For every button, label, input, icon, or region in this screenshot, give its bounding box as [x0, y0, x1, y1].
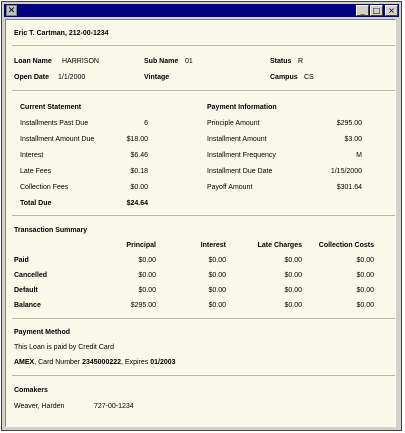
transaction-row-label: Cancelled	[14, 272, 48, 279]
maximize-icon[interactable]: □	[370, 5, 383, 16]
transaction-row-label: Paid	[14, 257, 29, 264]
statement-row-label: Interest	[20, 152, 44, 159]
customer-name: Eric T. Cartman, 212-00-1234	[14, 30, 109, 37]
payment-info-value: M	[356, 152, 362, 159]
transaction-cell: $0.00	[208, 257, 226, 264]
transaction-cell: $0.00	[208, 287, 226, 294]
status-label: Status	[270, 58, 292, 65]
app-window	[1, 1, 402, 431]
statement-row-value: $6.46	[130, 152, 148, 159]
campus-label: Campus	[270, 74, 298, 81]
card-details	[14, 359, 176, 366]
divider	[12, 45, 395, 46]
loan-name-value: HARRISON	[62, 58, 99, 65]
statement-row-label: Collection Fees	[20, 184, 69, 191]
loan-name-label: Loan Name	[14, 58, 52, 65]
transaction-cell: $0.00	[138, 257, 156, 264]
application-icon[interactable]: ✕	[7, 5, 16, 15]
comaker-ssn: 727-00-1234	[94, 403, 134, 410]
payment-info-value: $3.00	[344, 136, 362, 143]
column-header-interest: Interest	[200, 242, 226, 249]
payment-information-title: Payment Information	[207, 104, 277, 111]
statement-row-label: Installments Past Due	[20, 120, 89, 127]
minimize-icon[interactable]: _	[356, 5, 369, 16]
expires-label: , Expires	[121, 359, 151, 366]
payment-info-value: 1/15/2000	[330, 168, 362, 175]
vintage-label: Vintage	[144, 74, 170, 81]
statement-row-label: Late Fees	[20, 168, 52, 175]
current-statement-title: Current Statement	[20, 104, 82, 111]
transaction-cell: $0.00	[138, 272, 156, 279]
payment-method-title: Payment Method	[14, 329, 71, 336]
payment-info-label: Principle Amount	[207, 120, 260, 127]
divider	[12, 90, 395, 91]
close-icon[interactable]: ×	[385, 5, 398, 16]
card-number-label: , Card Number	[34, 359, 83, 366]
total-due-label: Total Due	[20, 200, 52, 207]
transaction-row-label: Balance	[14, 302, 41, 309]
column-header-late-charges: Late Charges	[257, 242, 302, 249]
payment-method-description: This Loan is paid by Credit Card	[14, 344, 114, 351]
card-type: AMEX	[14, 359, 35, 366]
payment-info-value: $301.64	[336, 184, 362, 191]
payment-info-label: Payoff Amount	[207, 184, 253, 191]
transaction-cell: $0.00	[208, 302, 226, 309]
statement-row-value: 6	[144, 120, 148, 127]
transaction-row-label: Default	[14, 287, 38, 294]
statement-row-label: Installment Amount Due	[20, 136, 95, 143]
payment-info-label: Installment Due Date	[207, 168, 273, 175]
open-date-value: 1/1/2000	[58, 74, 86, 81]
title-bar[interactable]	[4, 4, 399, 17]
transaction-summary-title: Transaction Summary	[14, 227, 88, 234]
payment-info-label: Installment Frequency	[207, 152, 276, 159]
column-header-collection-costs: Collection Costs	[318, 242, 374, 249]
sub-name-label: Sub Name	[144, 58, 179, 65]
statement-row-value: $18.00	[126, 136, 148, 143]
total-due-value: $24.64	[126, 200, 148, 207]
transaction-cell: $0.00	[356, 272, 374, 279]
divider	[12, 318, 395, 319]
divider	[12, 215, 395, 216]
statement-row-value: $0.00	[130, 184, 148, 191]
payment-info-value: $295.00	[336, 120, 362, 127]
transaction-cell: $0.00	[208, 272, 226, 279]
transaction-cell: $0.00	[138, 287, 156, 294]
status-value: R	[298, 58, 304, 65]
statement-row-value: $0.18	[130, 168, 148, 175]
open-date-label: Open Date	[14, 74, 50, 81]
divider	[12, 375, 395, 376]
transaction-cell: $295.00	[130, 302, 156, 309]
transaction-cell: $0.00	[356, 287, 374, 294]
transaction-cell: $0.00	[284, 302, 302, 309]
payment-info-label: Installment Amount	[207, 136, 267, 143]
campus-value: CS	[304, 74, 314, 81]
column-header-principal: Principal	[126, 242, 156, 249]
loan-detail-panel	[5, 19, 396, 427]
comakers-title: Comakers	[14, 387, 48, 394]
transaction-cell: $0.00	[284, 272, 302, 279]
comaker-name: Weaver, Harden	[14, 403, 65, 410]
sub-name-value: 01	[185, 58, 193, 65]
transaction-cell: $0.00	[284, 257, 302, 264]
card-expiration: 01/2003	[150, 359, 176, 366]
transaction-cell: $0.00	[356, 302, 374, 309]
card-number: 2345000222	[82, 359, 122, 366]
transaction-cell: $0.00	[356, 257, 374, 264]
transaction-cell: $0.00	[284, 287, 302, 294]
